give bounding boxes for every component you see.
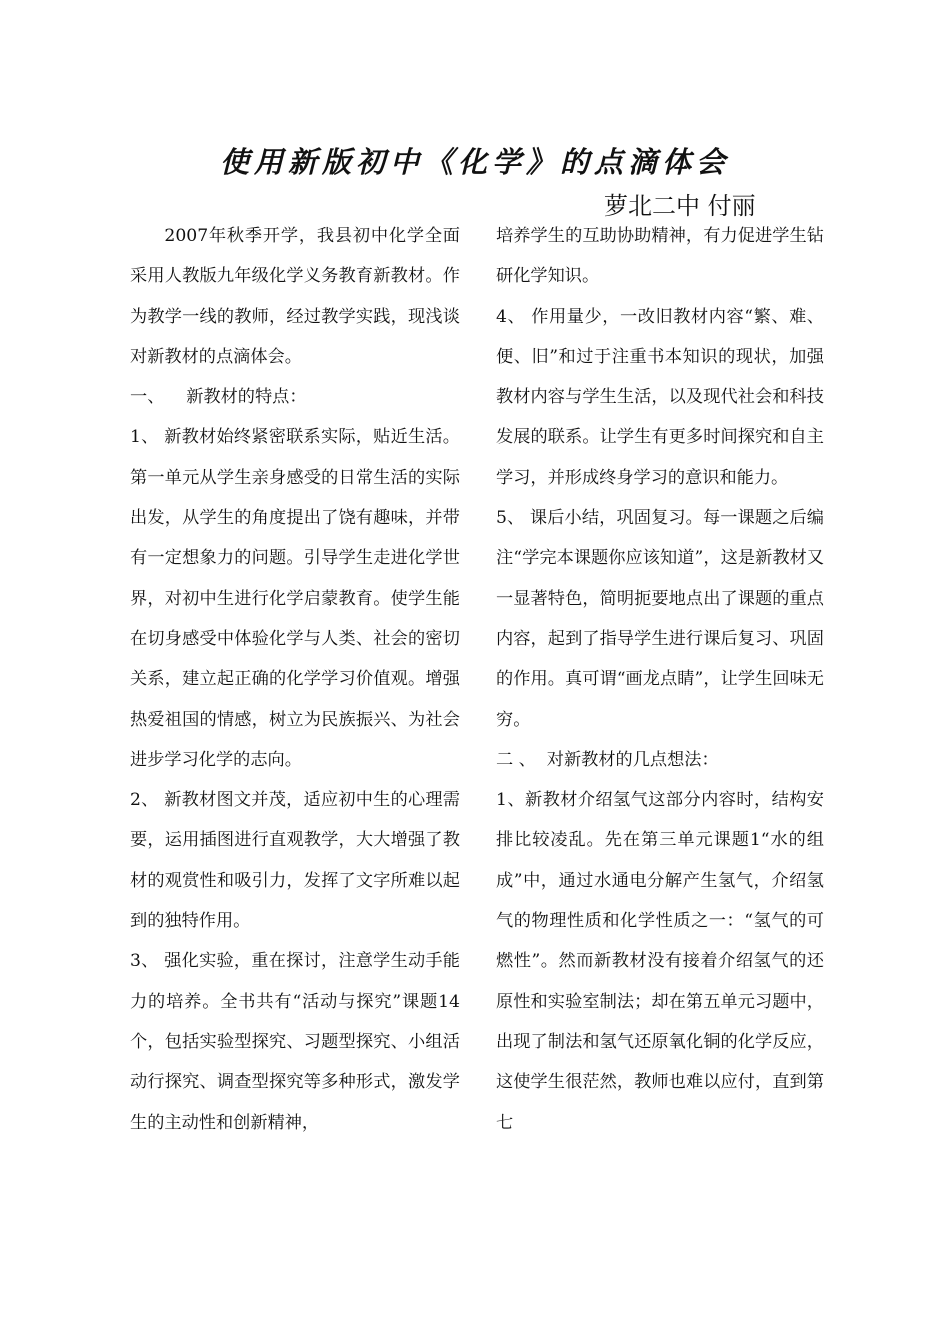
author-line: 萝北二中 付丽	[604, 192, 756, 220]
document-title: 使用新版初中《化学》的点滴体会	[219, 145, 730, 179]
feature-paragraph-1: 1、 新教材始终紧密联系实际，贴近生活。第一单元从学生亲身感受的日常生活的实际出发，从学生的角度提出了饶有趣味，并带有一定想象力的问题。引导学生走进化学世界，对初中生进行化学启蒙教育。使学生能在切身感受中体验化学与人类、社会的密切关系，建立起正确的化学学习价值观。增强热爱祖国的情感，树立为民族振兴、为社会进步学习化学的志向。	[130, 427, 460, 770]
section-heading-features: 一、 新教材的特点：	[130, 387, 307, 408]
thought-paragraph-1: 1、新教材介绍氢气这部分内容时，结构安排比较凌乱。先在第三单元课题1“水的组成”中，通过水通电分解产生氢气，介绍氢气的物理性质和化学性质之一：“氢气的可燃性”。然而新教材没有接着介绍氢气的还原性和实验室制法；却在第五单元习题中，出现了制法和氢气还原氧化铜的化学反应，这使学生很茫然，教师也难以应付，直到第七	[496, 790, 824, 1133]
feature-paragraph-3-continued: 培养学生的互助协助精神，有力促进学生钻研化学知识。	[496, 226, 824, 287]
feature-paragraph-2: 2、 新教材图文并茂，适应初中生的心理需要，运用插图进行直观教学，大大增强了教材的观赏性和吸引力，发挥了文字所难以起到的独特作用。	[130, 790, 460, 932]
left-column	[130, 216, 460, 1143]
feature-paragraph-5: 5、 课后小结，巩固复习。每一课题之后编注“学完本课题你应该知道”，这是新教材又一显著特色，简明扼要地点出了课题的重点内容，起到了指导学生进行课后复习、巩固的作用。真可谓“画龙点睛”，让学生回味无穷。	[496, 508, 824, 730]
section-heading-thoughts: 二 、 对新教材的几点想法：	[496, 749, 719, 770]
intro-paragraph: 2007年秋季开学，我县初中化学全面采用人教版九年级化学义务教育新教材。作为教学一线的教师，经过教学实践，现浅谈对新教材的点滴体会。	[130, 226, 460, 367]
feature-paragraph-4: 4、 作用量少，一改旧教材内容“繁、难、便、旧”和过于注重书本知识的现状，加强教材内容与学生生活，以及现代社会和科技发展的联系。让学生有更多时间探究和自主学习，并形成终身学习的意识和能力。	[496, 306, 824, 488]
right-column	[496, 216, 824, 1143]
feature-paragraph-3: 3、 强化实验，重在探讨，注意学生动手能力的培养。全书共有“活动与探究”课题14个，包括实验型探究、习题型探究、小组活动行探究、调查型探究等多种形式，激发学生的主动性和创新精神，	[130, 951, 460, 1133]
